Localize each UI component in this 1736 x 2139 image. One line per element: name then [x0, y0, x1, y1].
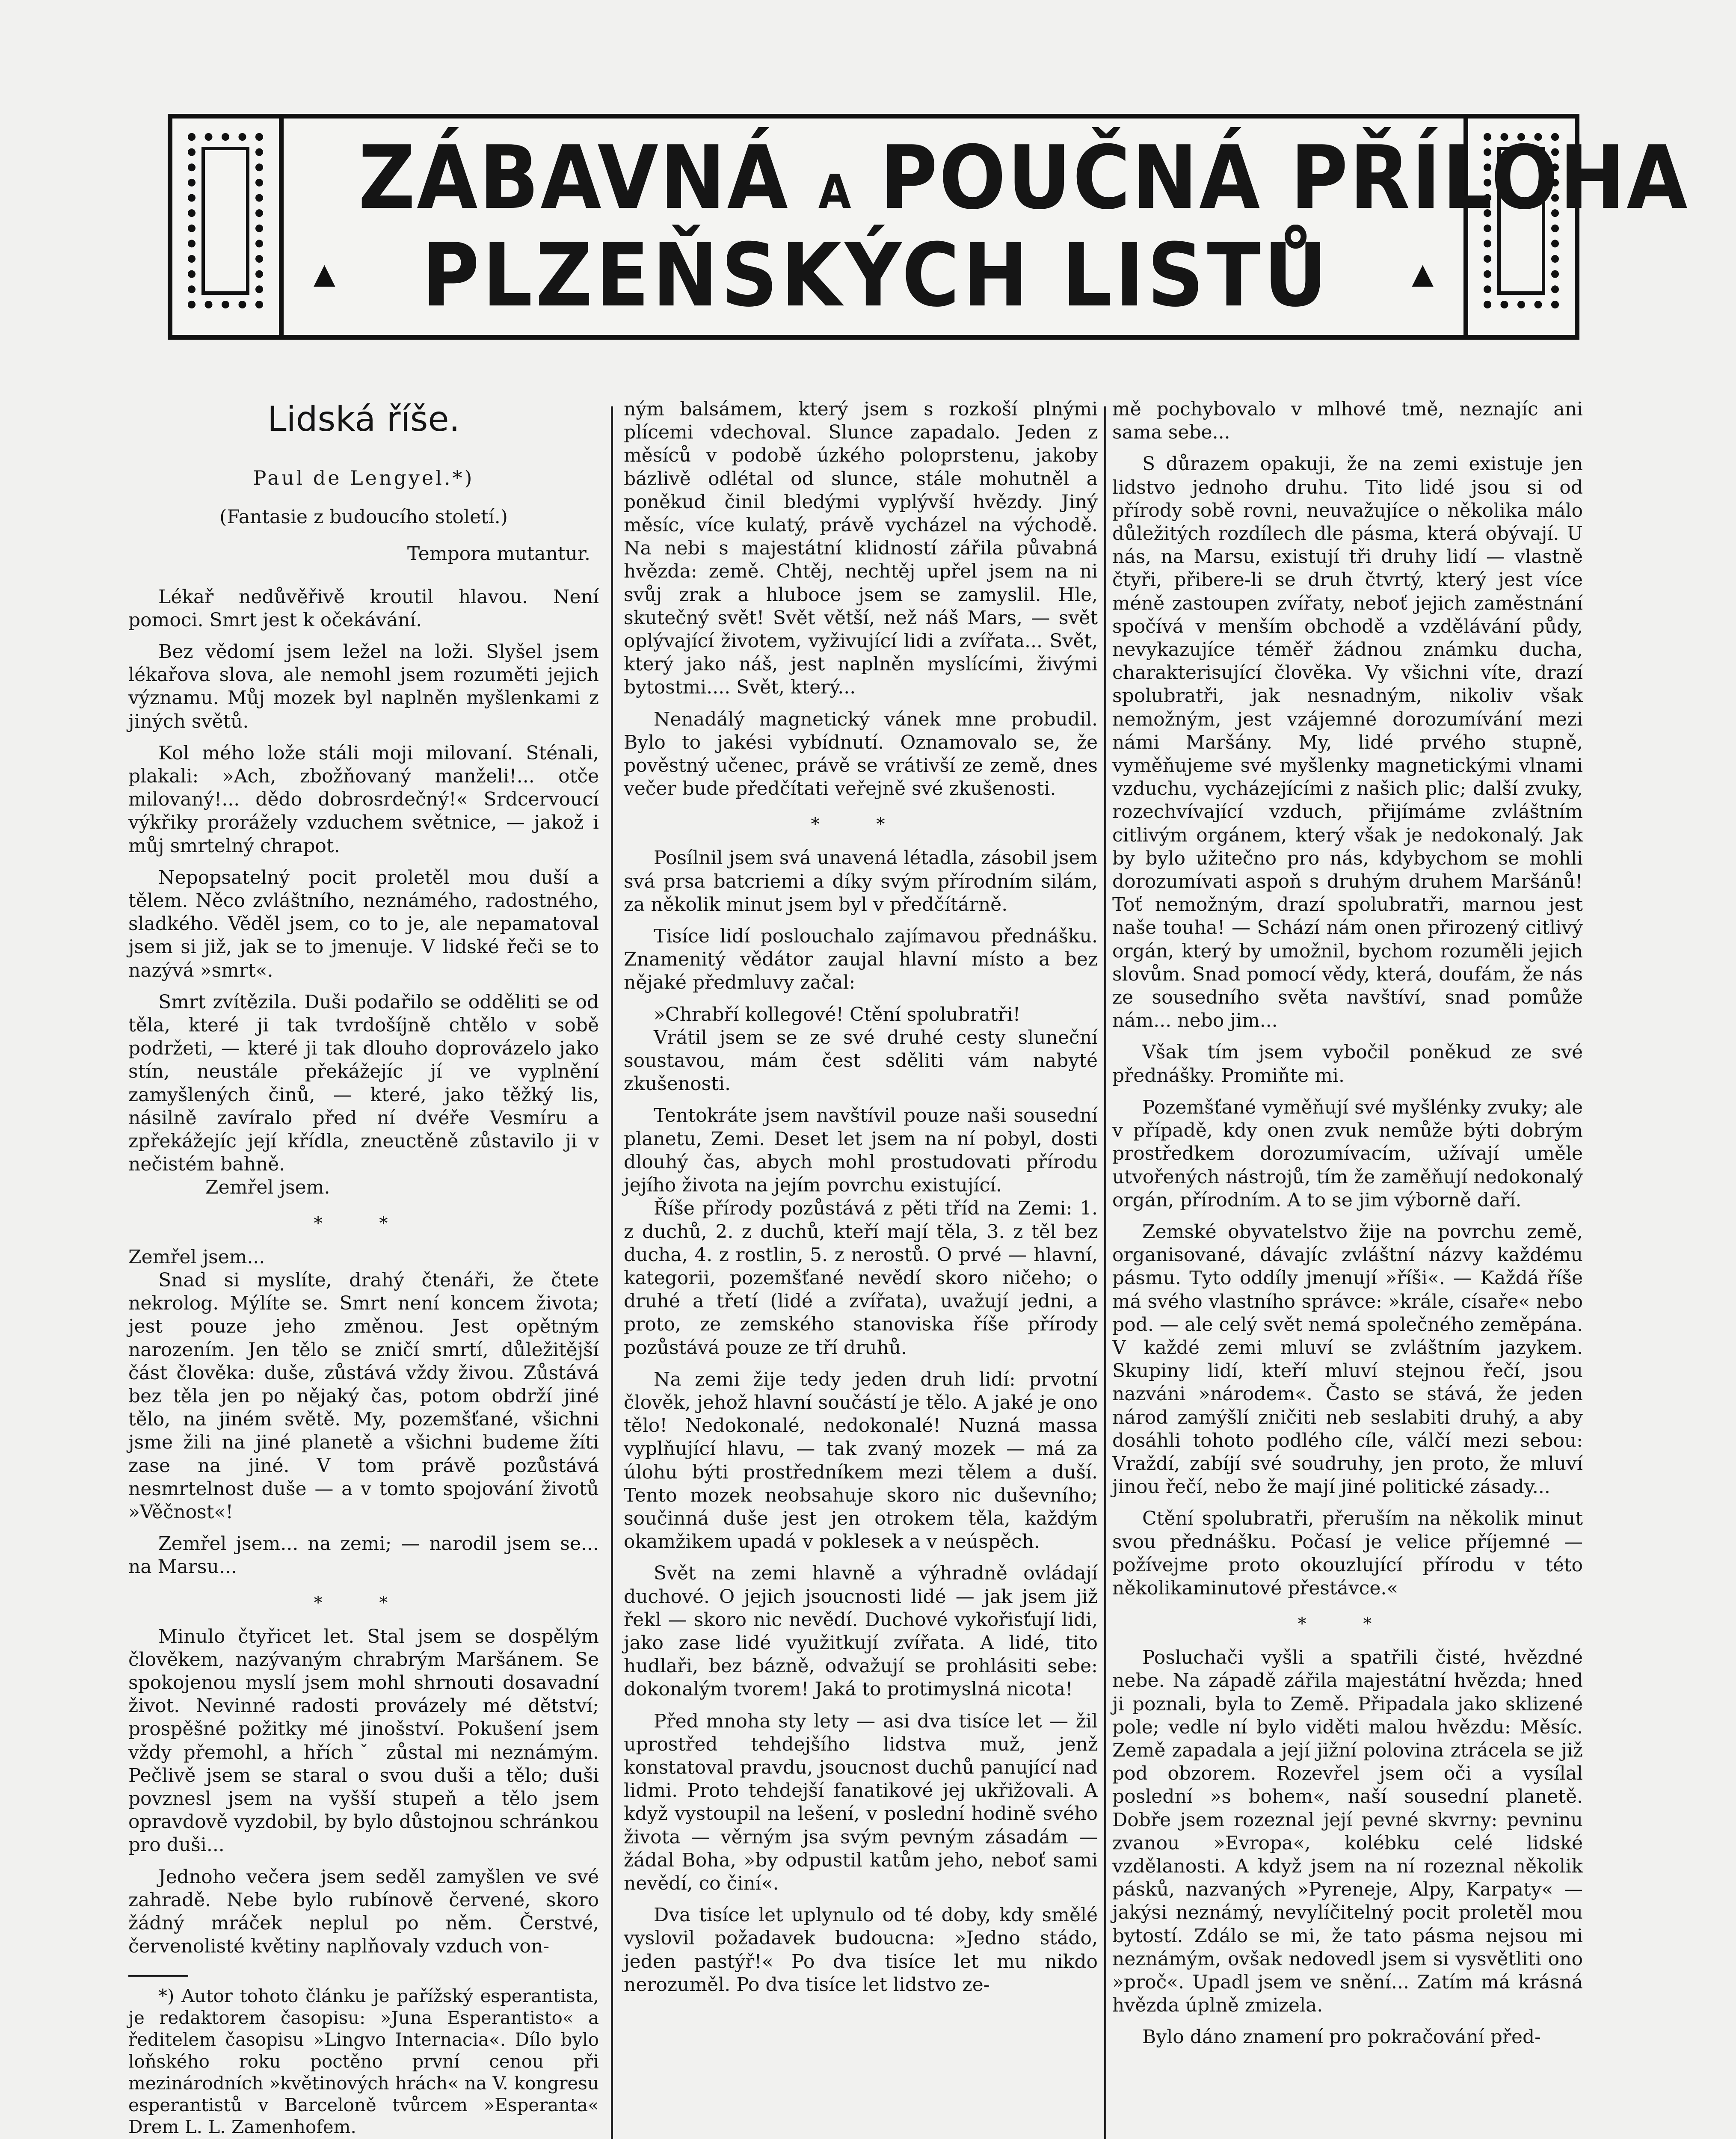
triangle-ornament-icon: ▲: [1412, 257, 1434, 290]
paragraph: Kol mého lože stáli moji milovaní. Sténali, plakali: »Ach, zbožňovaný manželi!... otče milovaný!... dědo dobrosrdečný!« Srdcervoucí výkřiky prorážely vzduchem světnice, — jakož i můj smrtelný chrapot.: [128, 742, 599, 857]
paragraph: Však tím jsem vybočil poněkud ze své přednášky. Promiňte mi.: [1112, 1041, 1583, 1087]
section-separator: * *: [314, 1213, 414, 1233]
paragraph: Tisíce lidí poslouchalo zajímavou přednášku. Znamenitý vědátor zaujal hlavní místo a bez nějaké předmluvy začal:: [624, 925, 1098, 994]
paragraph: Tentokráte jsem navštívil pouze naši sousední planetu, Zemi. Deset let jsem na ní pobyl, dosti dlouhý čas, abych mohl prostudovati přírodu jejího života na jejím povrchu existující.: [624, 1105, 1098, 1197]
masthead-left-ornament: [172, 119, 284, 335]
article-motto: Tempora mutantur.: [407, 543, 590, 565]
paragraph: Snad si myslíte, drahý čtenáři, že čtete nekrolog. Mýlíte se. Smrt není koncem života; jest pouze jeho změnou. Jest opětným narozením. Jen tělo se zničí smrtí, důležitější část člověka: duše, zůstává vždy živou. Zůstává bez těla jen po nějaký čas, potom obdrží jiné tělo, na jiném světě. My, pozemšťané, všichni jsme žili na jiné planetě a všichni budeme žíti zase na jiné. V tom právě pozůstává nesmrtelnost duše — a v tomto spojování životů »Věčnost«!: [128, 1269, 599, 1523]
paragraph: Nenadálý magnetický vánek mne probudil. Bylo to jakési vybídnutí. Oznamovalo se, že pověstný učenec, právě se vrátivší ze země, dnes večer bude předčítati veřejně své zkušenosti.: [624, 708, 1098, 800]
paragraph: Pozemšťané vyměňují své myšlénky zvuky; ale v případě, kdy onen zvuk nemůže býti dobrým prostředkem dorozumívacím, užívají uměle utvořených nástrojů, tím že zaměňují nedokonalý orgán, přírodním. A to se jim výborně daří.: [1112, 1096, 1583, 1211]
paragraph: Ctění spolubratři, přeruším na několik minut svou přednášku. Počasí je velice příjemné — požívejme proto okouzlující přírodu v této několikaminutové přestávce.«: [1112, 1508, 1583, 1599]
column-divider: [1104, 406, 1106, 2139]
article-byline: Paul de Lengyel.*): [253, 466, 474, 489]
paragraph: »Chrabří kollegové! Ctění spolubratři!: [654, 1003, 1021, 1025]
paragraph: Zemské obyvatelstvo žije na povrchu země, organisované, dávajíc zvláštní názvy každému pásmu. Tyto oddíly jmenují »říši«. — Každá říše má svého vlastního správce: »krále, císaře« nebo pod. — ale celý svět nemá společného zeměpána. V každé zemi mluví se zvláštním jazykem. Skupiny lidí, kteří mluví stejnou řečí, jsou nazváni »národem«. Často se stává, že jeden národ zamýšlí zničiti neb seslabiti druhý, a aby dosáhli tohoto podlého cíle, válčí mezi sebou: Vraždí, zabíjí své soudruhy, jen proto, že mluví jinou řečí, nebo že mají jiné politické zásady...: [1112, 1221, 1583, 1498]
paragraph: mě pochybovalo v mlhové tmě, neznajíc ani sama sebe...: [1112, 398, 1583, 444]
section-separator: * *: [1298, 1614, 1398, 1634]
section-separator: * *: [811, 815, 911, 835]
paragraph: Lékař nedůvěřivě kroutil hlavou. Není pomoci. Smrt jest k očekávání.: [128, 586, 599, 631]
paragraph: Před mnoha sty lety — asi dva tisíce let — žil uprostřed tehdejšího lidstva muž, jenž konstatoval pravdu, jsoucnost duchů panující nad lidmi. Proto tehdejší fanatikové jej ukřižovali. A když vystoupil na lešení, v poslední hodině svého života — věrným jsa svým pevným zásadám — žádal Boha, »by odpustil katům jeho, neboť sami nevědí, co činí«.: [624, 1710, 1098, 1894]
paragraph: Dva tisíce let uplynulo od té doby, kdy smělé vyslovil požadavek budoucna: »Jedno stádo, jeden pastýř!« Po dva tisíce let mu nikdo nerozuměl. Po dva tisíce let lidstvo ze-: [624, 1904, 1098, 1996]
masthead-title-line2: PLZEŇSKÝCH LISTŮ: [421, 225, 1331, 326]
paragraph: Svět na zemi hlavně a výhradně ovládají duchové. O jejich jsoucnosti lidé — jak jsem již řekl — skoro nic nevědí. Duchové vykořisťují lidi, jako zase lidé využitkují zvířata. A lidé, tito hudlaři, bez bázně, odvažují se prohlásiti sebe: dokonalým tvorem! Jaká to protimyslná nicota!: [624, 1562, 1098, 1701]
section-separator: * *: [314, 1593, 414, 1613]
masthead-word-poucna: POUČNÁ PŘÍLOHA: [880, 127, 1689, 229]
paragraph: Smrt zvítězila. Duši podařilo se odděliti se od těla, které ji tak tvrdošíjně chtělo v sobě podržeti, — které ji tak dlouho doprovázelo jako stín, neustále překážejíc jí ve vyplnění zamyšlených činů, — které, jako těžký lis, násilně zavíralo před ní dvéře Vesmíru a zpřekážejíc její křídla, zneuctěně zůstavilo ji v nečistém bahně.: [128, 991, 599, 1176]
paragraph: Bez vědomí jsem ležel na loži. Slyšel jsem lékařova slova, ale nemohl jsem rozuměti jejich významu. Můj mozek byl naplněn myšlenkami z jiných světů.: [128, 641, 599, 732]
masthead-title-line1: [358, 127, 1689, 239]
column-3: [1112, 398, 1583, 2049]
paragraph: Zemřel jsem.: [205, 1176, 330, 1199]
paragraph: Vrátil jsem se ze své druhé cesty sluneční soustavou, mám čest sděliti vám nabyté zkušenosti.: [624, 1026, 1098, 1095]
paragraph: Minulo čtyřicet let. Stal jsem se dospělým člověkem, nazývaným chrabrým Maršánem. Se spokojenou myslí jsem mohl shrnouti dosavadní život. Nevinné radosti provázely mé dětství; prospěšné požitky mé jinošství. Pokušení jsem vždy přemohl, a hříchˇ zůstal mi neznámým. Pečlivě jsem se staral o svou duši a tělo; duši povznesl jsem na vyšší stupeň a tělo jsem opravdově vyzdobil, by bylo důstojnou schránkou pro duši...: [128, 1625, 599, 1856]
paragraph: Jednoho večera jsem seděl zamyšlen ve své zahradě. Nebe bylo rubínově červené, skoro žádný mráček neplul po něm. Čerstvé, červenolisté květiny naplňovaly vzduch von-: [128, 1866, 599, 1958]
footnote: *) Autor tohoto článku je pařížský esperantista, je redaktorem časopisu: »Juna Esperantisto« a ředitelem časopisu »Lingvo Internacia«. Dílo bylo loňského roku poctěno první cenou při mezinárodních »květinových hrách« na V. kongresu esperantistů v Barceloně tvůrcem »Esperanta« Drem L. L. Zamenhofem.: [128, 1985, 599, 2138]
column-1: [128, 398, 599, 2138]
triangle-ornament-icon: ▲: [314, 257, 335, 290]
ornament-frame-icon: [188, 133, 263, 308]
masthead-word-zabavna: ZÁBAVNÁ: [358, 127, 790, 229]
paragraph: Bylo dáno znamení pro pokračování před-: [1142, 2026, 1541, 2048]
masthead-conjunction: A: [818, 164, 851, 219]
paragraph: Zemřel jsem...: [128, 1246, 265, 1268]
footnote-divider: [128, 1975, 188, 1977]
paragraph: Na zemi žije tedy jeden druh lidí: prvotní člověk, jehož hlavní součástí je tělo. A jaké je ono tělo! Nedokonalé, nedokonalé! Nuzná massa vyplňující hlavu, — tak zvaný mozek — má za úlohu býti prostředníkem mezi tělem a duší. Tento mozek neobsahuje skoro nic duševního; součinná duše jest jen otrokem těla, každým okamžikem upadá v poklesek a v neúspěch.: [624, 1368, 1098, 1553]
paragraph: Říše přírody pozůstává z pěti tříd na Zemi: 1. z duchů, 2. z duchů, kteří mají těla, 3. z těl bez ducha, 4. z rostlin, 5. z nerostů. O prvé — hlavní, kategorii, pozemšťané nevědí skoro ničeho; o druhé a třetí (lidé a zvířata), uvažují jedni, a proto, ze zemského stanoviska říše přírody pozůstává pouze ze tří druhů.: [624, 1197, 1098, 1359]
paragraph: Zemřel jsem... na zemi; — narodil jsem se... na Marsu...: [128, 1533, 599, 1578]
paragraph: Posluchači vyšli a spatřili čisté, hvězdné nebe. Na západě zářila majestátní hvězda; hned ji poznali, byla to Země. Připadala jako sklizené pole; vedle ní bylo viděti malou hvězdu: Měsíc. Země zapadala a její jižní polovina ztrácela se již pod obzorem. Rozevřel jsem oči a vysílal poslední »s bohem«, naší sousední planetě. Dobře jsem rozeznal její pevné skvrny: pevninu zvanou »Evropa«, kolébku celé lidské vzdělanosti. A když jsem na ní rozeznal několik pásků, nazvaných »Pyreneje, Alpy, Karpaty« — jakýsi neznámý, nevylíčitelný pocit proletěl mou bytostí. Zdálo se mi, že tato pásma nejsou mi neznámým, ovšak nedovedl jsem si vysvětliti ono »proč«. Upadl jsem ve snění... Zatím má krásná hvězda úplně zmizela.: [1112, 1647, 1583, 2017]
article-title: Lidská říše.: [267, 399, 460, 439]
masthead: [168, 114, 1689, 340]
paragraph: S důrazem opakuji, že na zemi existuje jen lidstvo jednoho druhu. Tito lidé jsou si od přírody sobě rovni, neuvažujíce o několika málo důležitých rozdílech dle pásma, která obývají. U nás, na Marsu, existují tři druhy lidí — vlastně čtyři, přibere-li se druh čtvrtý, který jest více méně zastoupen zvířaty, neboť jejich zaměstnání spočívá v menším obchodě a vzdělávání půdy, nevykazujíce téměř žádnou známku ducha, charakterisující člověka. Vy všichni víte, drazí spolubratři, jak nesnadným, nikoliv však nemožným, jest vzájemné dorozumívání mezi námi Maršány. My, lidé prvého stupně, vyměňujeme své myšlenky magnetickými vlnami vzduchu, vycházejícími z našich plic; další zvuky, rozechvívající vzduch, přijímáme zvláštním citlivým orgánem, který však je nedokonalý. Jak by bylo užitečno pro nás, kdybychom se mohli dorozumívati aspoň s druhým druhem Maršánů! Toť nemožným, drazí spolubratři, marnou jest naše touha! — Schází nám onen přirozený citlivý orgán, který by umožnil, bychom rozuměli jejich slovům. Snad pomocí vědy, která, doufám, že nás ze sousedního světa navštíví, snad pomůže nám... nebo jim...: [1112, 453, 1583, 1032]
paragraph: Nepopsatelný pocit proletěl mou duší a tělem. Něco zvláštního, neznámého, radostného, sladkého. Věděl jsem, co to je, ale nepamatoval jsem si již, jak se to jmenuje. V lidské řeči se to nazývá »smrt«.: [128, 866, 599, 981]
paragraph: Posílnil jsem svá unavená létadla, zásobil jsem svá prsa batcriemi a díky svým přírodním silám, za několik minut jsem byl v předčítárně.: [624, 847, 1098, 915]
paragraph: ným balsámem, který jsem s rozkoší plnými plícemi vdechoval. Slunce zapadalo. Jeden z měsíců v podobě úzkého poloprstenu, jakoby bázlivě odlétal od slunce, stále mohutněl a poněkud činil bledými vyplývší hvězdy. Jiný měsíc, více kulatý, právě vycházel na východě. Na nebi s majestátní klidností zářila půvabná hvězda: země. Chtěj, nechtěj upřel jsem na ni svůj zrak a hluboce jsem se zamyslil. Hle, skutečný svět! Svět větší, než náš Mars, — svět oplývající životem, vyživující lidi a zvířata... Svět, který jako náš, jest naplněn myslícími, živými bytostmi.... Svět, který...: [624, 398, 1098, 699]
article-subtitle: (Fantasie z budoucího století.): [219, 506, 508, 528]
column-2: [624, 398, 1098, 1997]
column-divider: [611, 406, 613, 2139]
